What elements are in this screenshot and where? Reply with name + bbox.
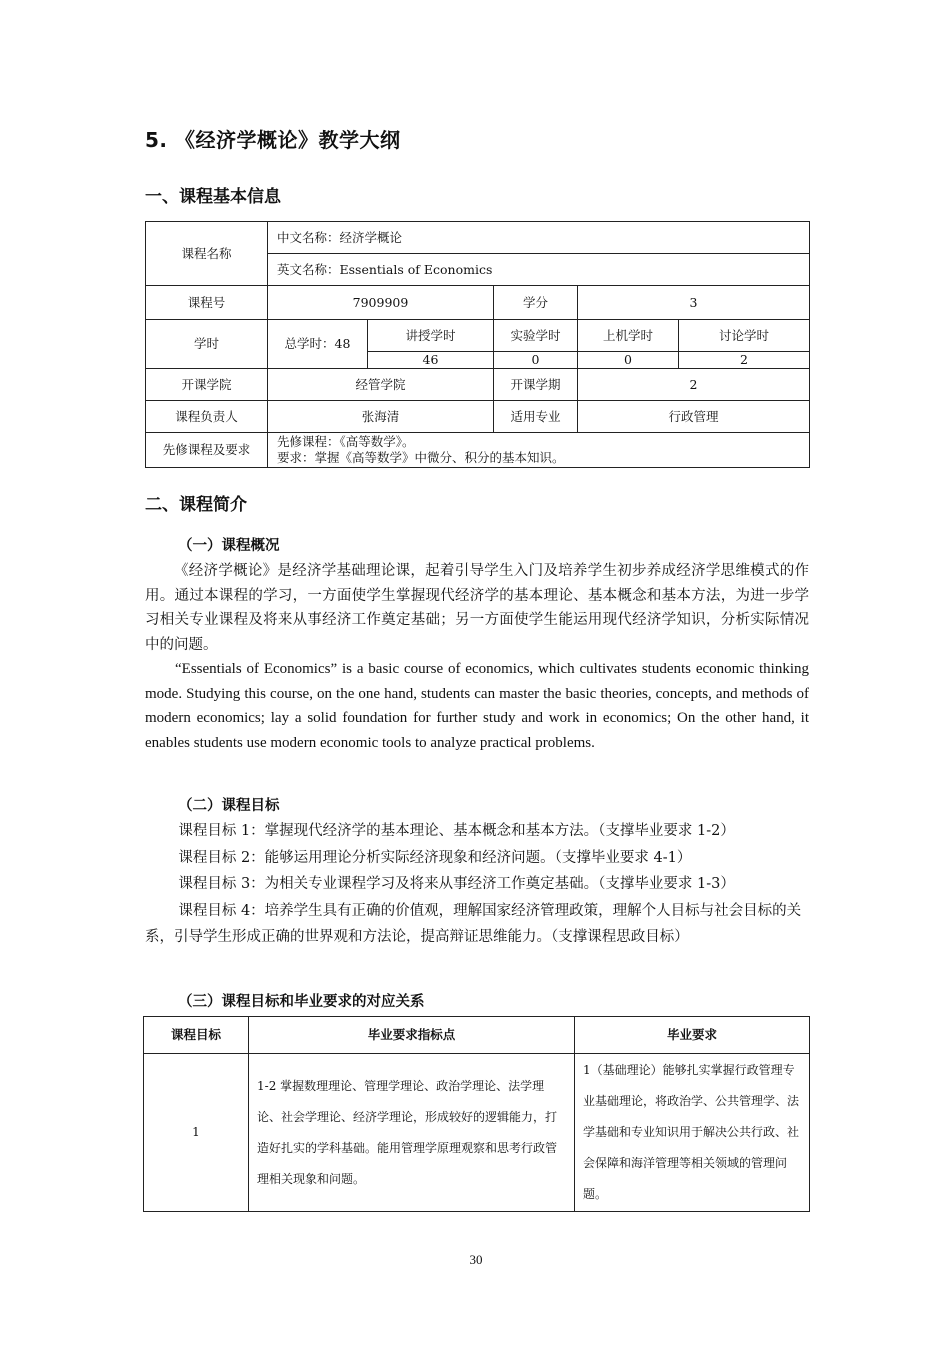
- total-hours: 总学时：48: [268, 320, 368, 369]
- course-no-label: 课程号: [146, 286, 268, 320]
- subheading-mapping: （三）课程目标和毕业要求的对应关系: [178, 994, 425, 1010]
- major-value: 行政管理: [578, 401, 810, 433]
- overview-cn-paragraph: 《经济学概论》是经济学基础理论课，起着引导学生入门及培养学生初步养成经济学思维模式的作用。通过本课程的学习，一方面使学生掌握现代经济学的基本理论、基本概念和基本方法，为进一步学习相关专业课程及将来从事经济工作奠定基础；另一方面使学生能运用现代经济学知识，分析实际情况中的问题。: [145, 563, 809, 653]
- discussion-hours: 2: [679, 352, 810, 369]
- overview-en-paragraph: “Essentials of Economics” is a basic course of economics, which cultivates students economic thinking mode. Studying this course, on the one hand, students can master the basic theories, concepts, and methods of modern economics; lay a solid foundation for further study and work in economics; On the other hand, it enables students use modern economic tools to analyze practical problems.: [145, 661, 809, 751]
- goal-item-3: 课程目标 3：为相关专业课程学习及将来从事经济工作奠定基础。（支撑毕业要求 1-3）: [178, 876, 735, 892]
- section-heading-intro: 二、课程简介: [145, 495, 247, 515]
- goal-item-2: 课程目标 2：能够运用理论分析实际经济现象和经济问题。（支撑毕业要求 4-1）: [178, 849, 692, 866]
- header-indicator: 毕业要求指标点: [249, 1017, 575, 1054]
- course-info-table: [145, 221, 810, 468]
- subheading-goals: （二）课程目标: [178, 798, 280, 814]
- subheading-overview: （一）课程概况: [178, 538, 280, 554]
- section-heading-basic-info: 一、课程基本信息: [145, 187, 281, 207]
- prereq-requirement: 要求：掌握《高等数学》中微分、积分的基本知识。: [277, 450, 565, 465]
- prereq-courses: 先修课程：《高等数学》。: [277, 434, 415, 449]
- credit-label: 学分: [494, 286, 578, 320]
- course-cn-name: 中文名称：经济学概论: [268, 222, 810, 254]
- row-requirement: 1（基础理论）能够扎实掌握行政管理专业基础理论，将政治学、公共管理学、法学基础和专业知识用于解决公共行政、社会保障和海洋管理等相关领域的管理问题。: [575, 1054, 810, 1212]
- semester-value: 2: [578, 369, 810, 401]
- computer-hours: 0: [578, 352, 679, 369]
- semester-label: 开课学期: [494, 369, 578, 401]
- credit-value: 3: [578, 286, 810, 320]
- lecture-hours-label: 讲授学时: [368, 320, 494, 352]
- college-value: 经管学院: [268, 369, 494, 401]
- leader-label: 课程负责人: [146, 401, 268, 433]
- goal-item-4: 课程目标 4：培养学生具有正确的价值观，理解国家经济管理政策，理解个人目标与社会目标的关系，引导学生形成正确的世界观和方法论，提高辩证思维能力。（支撑课程思政目标）: [145, 902, 802, 945]
- discussion-hours-label: 讨论学时: [679, 320, 810, 352]
- goal-item-1: 课程目标 1：掌握现代经济学的基本理论、基本概念和基本方法。（支撑毕业要求 1-2）: [178, 823, 735, 839]
- computer-hours-label: 上机学时: [578, 320, 679, 352]
- goals-list: [145, 818, 809, 951]
- row-goal: 1: [144, 1054, 249, 1212]
- page-number: 30: [469, 1252, 483, 1267]
- page-title: 5. 《经济学概论》教学大纲: [145, 128, 401, 152]
- header-requirement: 毕业要求: [575, 1017, 810, 1054]
- lab-hours: 0: [494, 352, 578, 369]
- header-goal: 课程目标: [144, 1017, 249, 1054]
- course-no: 7909909: [268, 286, 494, 320]
- course-en-name: 英文名称：Essentials of Economics: [268, 254, 810, 286]
- row-indicator: 1-2 掌握数理理论、管理学理论、政治学理论、法学理论、社会学理论、经济学理论，形成较好的逻辑能力，打造好扎实的学科基础。能用管理学原理观察和思考行政管理相关现象和问题。: [249, 1054, 575, 1212]
- hours-label: 学时: [146, 320, 268, 369]
- prereq-value: [268, 433, 810, 468]
- leader-value: 张海清: [268, 401, 494, 433]
- lecture-hours: 46: [368, 352, 494, 369]
- course-name-label: 课程名称: [146, 222, 268, 286]
- college-label: 开课学院: [146, 369, 268, 401]
- goal-requirement-table: [143, 1016, 810, 1212]
- lab-hours-label: 实验学时: [494, 320, 578, 352]
- major-label: 适用专业: [494, 401, 578, 433]
- prereq-label: 先修课程及要求: [146, 433, 268, 468]
- overview-text: [145, 559, 809, 755]
